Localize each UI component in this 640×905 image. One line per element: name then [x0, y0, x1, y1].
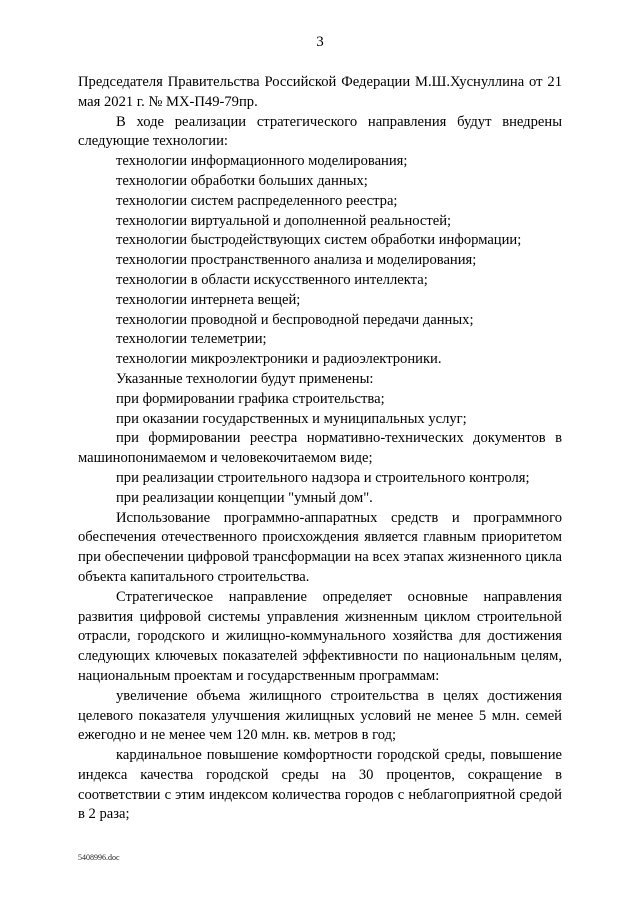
application-item: при оказании государственных и муниципальных услуг; — [116, 410, 467, 427]
technology-item: технологии информационного моделирования; — [116, 153, 408, 170]
applications-intro: Указанные технологии будут применены: — [116, 370, 374, 387]
technology-item: технологии обработки больших данных; — [116, 172, 368, 189]
application-item: при реализации концепции "умный дом". — [116, 489, 373, 506]
footer-filename: 5408996.doc — [78, 853, 120, 862]
application-item: при формировании графика строительства; — [116, 390, 385, 407]
technology-item: технологии в области искусственного интеллекта; — [116, 271, 428, 288]
technology-item: технологии телеметрии; — [116, 331, 267, 348]
technology-item: технологии быстродействующих систем обработки информации; — [116, 232, 522, 249]
technology-item: технологии микроэлектроники и радиоэлектроники. — [116, 351, 442, 368]
technology-item: технологии систем распределенного реестра; — [116, 192, 398, 209]
kpi-comfort-paragraph: кардинальное повышение комфортности городской среды, повышение индекса качества городской среды на 30 процентов, сокращение в соответствии с этим индексом количества городов с неблагоприятной средой в 2 раза; — [78, 747, 562, 823]
application-item: при формировании реестра нормативно-технических документов в машинопонимаемом и человекочитаемом виде; — [78, 430, 562, 467]
technology-item: технологии виртуальной и дополненной реальностей; — [116, 212, 452, 229]
page-number: 3 — [316, 34, 324, 50]
technologies-intro: В ходе реализации стратегического направления будут внедрены следующие технологии: — [78, 113, 562, 150]
technology-item: технологии пространственного анализа и моделирования; — [116, 252, 477, 269]
document-body — [78, 73, 562, 825]
kpi-housing-paragraph: увеличение объема жилищного строительства в целях достижения целевого показателя улучшения жилищных условий не менее 5 млн. семей ежегодно и не менее чем 120 млн. кв. метров в год; — [78, 687, 562, 744]
application-item: при реализации строительного надзора и строительного контроля; — [116, 469, 530, 486]
intro-paragraph: Председателя Правительства Российской Федерации М.Ш.Хуснуллина от 21 мая 2021 г. № МХ-П49-79пр. — [78, 74, 562, 110]
technology-item: технологии проводной и беспроводной передачи данных; — [116, 311, 474, 328]
technology-item: технологии интернета вещей; — [116, 291, 301, 308]
strategy-paragraph: Стратегическое направление определяет основные направления развития цифровой системы управления жизненным циклом строительной отрасли, городского и жилищно-коммунального хозяйства для достижения следующих ключевых показателей эффективности по национальным целям, национальным проектам и государственным программам: — [78, 588, 562, 684]
software-paragraph: Использование программно-аппаратных средств и программного обеспечения отечественного происхождения является главным приоритетом при обеспечении цифровой трансформации на всех этапах жизненного цикла объекта капитального строительства. — [78, 509, 562, 585]
